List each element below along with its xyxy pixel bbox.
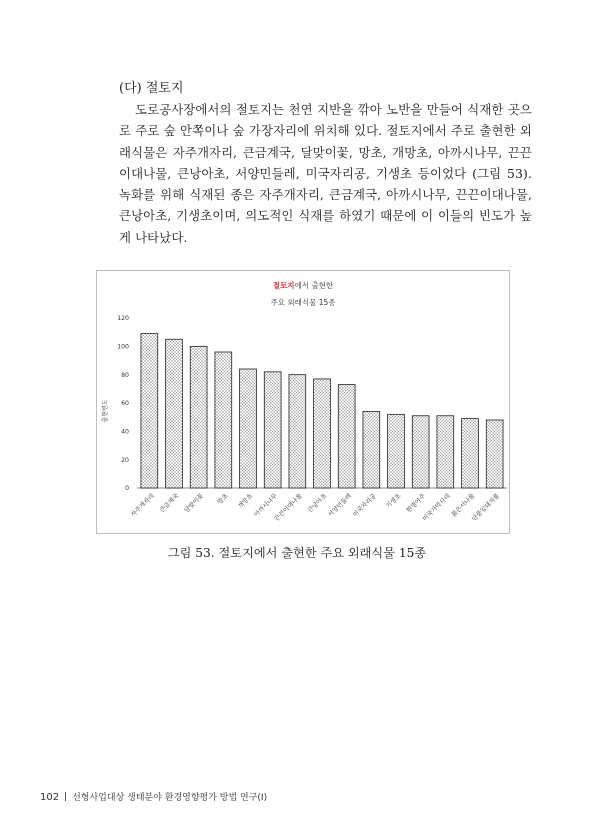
bar-12: [412, 416, 429, 488]
x-tick-label: 흰명아주: [405, 492, 428, 515]
x-tick-label: 아까시나무: [252, 492, 280, 519]
bar-3: [190, 346, 207, 488]
bar-4: [215, 352, 232, 488]
bar-1: [141, 334, 158, 488]
y-tick-label: 80: [121, 371, 129, 379]
y-axis-title: 출현빈도: [102, 399, 109, 423]
figure-caption: 그림 53. 절토지에서 출현한 주요 외래식물 15종: [167, 546, 427, 560]
section-heading: (다) 절토지: [119, 81, 184, 96]
chart-title-highlight: 절토지: [272, 281, 295, 290]
page-footer: [40, 790, 267, 803]
chart-title-line2: 주요 외래식물 15종: [270, 298, 336, 307]
chart-title-rest: 에서 출현한: [294, 281, 334, 290]
footer-divider: [65, 792, 66, 801]
y-tick-label: 60: [121, 400, 129, 408]
page-number: 102: [40, 792, 60, 803]
report-title: 선형사업대상 생태분야 환경영향평가 방법 연구(Ⅰ): [72, 793, 268, 803]
bar-15: [486, 420, 503, 488]
body-paragraph: 도로공사장에서의 절토지는 천연 지반을 깎아 노반을 만들어 식재한 곳으로 주로 숲 안쪽이나 숲 가장자리에 위치해 있다. 절토지에서 주로 출현한 외래식물은 자주개자리, 큰금계국, 달맞이꽃, 망초, 개망초, 아까시나무, 끈끈이대나물, 큰낭아초, 서양민들레, 미국자리공, 기생초 등이었다 (그림 53). 녹화를 위해 식재된 종은 자주개자리, 큰금계국, 아까시나무, 끈끈이대나물, 큰낭아초, 기생초이며, 의도적인 식재를 하였기 때문에 이 이들의 빈도가 높게 나타났다.: [119, 102, 532, 245]
figure-box: [96, 270, 510, 534]
x-tick-label: 큰금계국: [158, 492, 181, 515]
bar-10: [363, 412, 380, 489]
bar-14: [462, 419, 479, 488]
x-tick-label: 서양민들레: [326, 492, 354, 519]
x-tick-label: 개망초: [236, 492, 255, 511]
x-tick-label: 큰낭아초: [306, 492, 329, 515]
x-tick-label: 단풍잎돼지풀: [470, 492, 502, 523]
bar-11: [388, 414, 405, 488]
x-tick-label: 미국가막사리: [421, 492, 452, 523]
x-tick-label: 끈끈이대나물: [273, 492, 304, 523]
y-tick-label: 0: [125, 485, 129, 493]
y-tick-label: 20: [121, 456, 129, 464]
x-tick-label: 미국자리공: [351, 492, 378, 519]
bar-2: [166, 339, 183, 488]
bar-chart: [97, 271, 511, 535]
bar-7: [289, 375, 306, 488]
bar-5: [240, 369, 257, 488]
x-tick-label: 망초: [216, 492, 230, 506]
bar-8: [314, 379, 331, 488]
x-tick-label: 자주개자리: [129, 492, 156, 519]
y-tick-label: 40: [121, 428, 129, 436]
x-tick-label: 달맞이꽃: [183, 492, 206, 515]
bar-6: [264, 372, 281, 488]
y-tick-label: 120: [117, 315, 129, 323]
bar-9: [338, 385, 355, 488]
x-tick-label: 붉은서나물: [450, 492, 477, 519]
bar-13: [437, 416, 454, 488]
x-tick-label: 기생초: [384, 492, 403, 511]
y-tick-label: 100: [117, 343, 129, 351]
